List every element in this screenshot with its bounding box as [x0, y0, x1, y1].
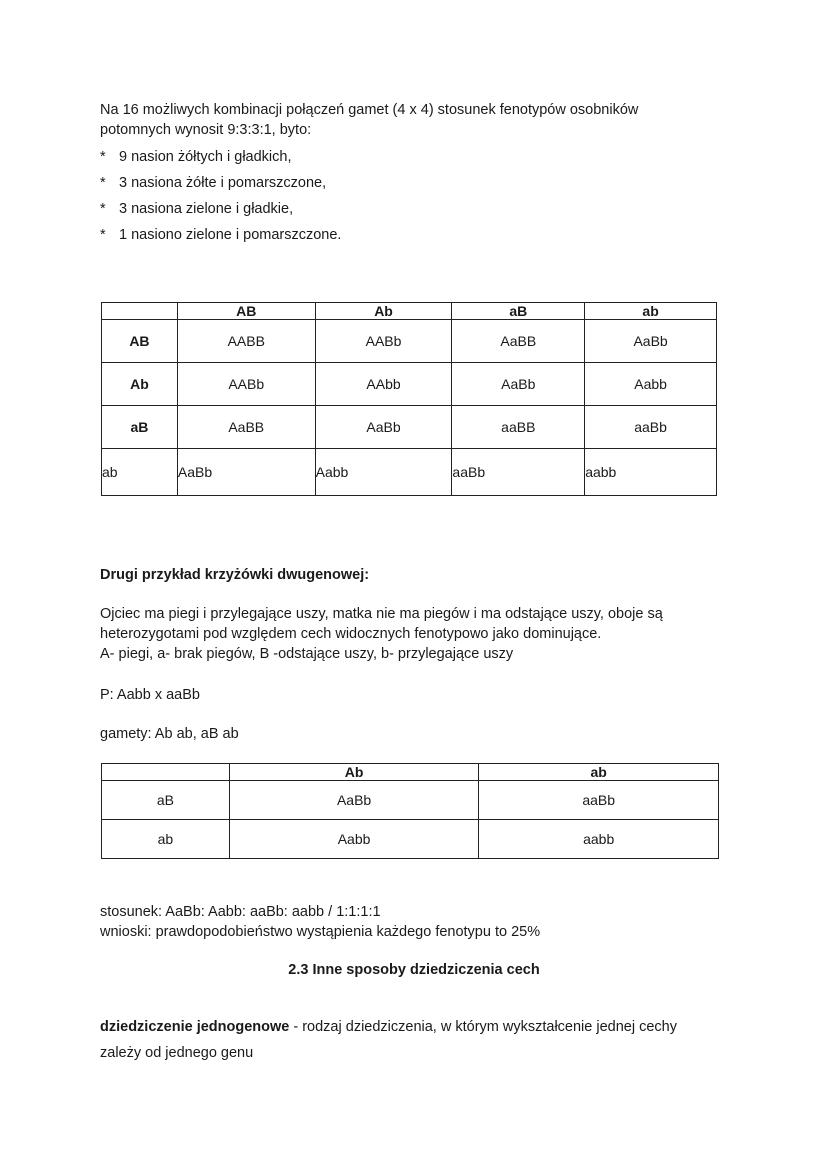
list-item-text: 3 nasiona zielone i gładkie, — [119, 201, 294, 217]
section-heading: 2.3 Inne sposoby dziedziczenia cech — [288, 962, 540, 978]
list-item-text: 1 nasiono zielone i pomarszczone. — [119, 227, 342, 243]
conclusion-line: wnioski: prawdopodobieństwo wystąpienia każdego fenotypu to 25% — [100, 924, 541, 940]
punnett-square-second — [101, 763, 719, 859]
column-header: AB — [177, 303, 315, 320]
table-cell: aaBB — [452, 406, 585, 449]
paragraph-line: A- piegi, a- brak piegów, B -odstające uszy, b- przylegające uszy — [100, 646, 514, 662]
row-header: Ab — [102, 363, 178, 406]
gametes-line: gamety: Ab ab, aB ab — [100, 726, 239, 742]
column-header: ab — [585, 303, 717, 320]
ratio-line: stosunek: AaBb: Aabb: aaBb: aabb / 1:1:1:1 — [100, 904, 381, 920]
column-header: aB — [452, 303, 585, 320]
row-header: ab — [102, 449, 178, 496]
paragraph-line: heterozygotami pod względem cech widocznych fenotypowo jako dominujące. — [100, 626, 602, 642]
table-header-row — [102, 764, 719, 781]
table-cell: AaBb — [177, 449, 315, 496]
row-header: AB — [102, 320, 178, 363]
definition-text: - rodzaj dziedziczenia, w którym wykształcenie jednej cechy — [289, 1019, 677, 1035]
definition-paragraph — [100, 1014, 740, 1066]
phenotype-list — [100, 147, 341, 251]
section-title: Drugi przykład krzyżówki dwugenowej: — [100, 567, 370, 583]
row-header: ab — [102, 820, 230, 859]
table-cell: Aabb — [585, 363, 717, 406]
table-corner-cell — [102, 303, 178, 320]
table-cell: AaBb — [585, 320, 717, 363]
table-cell: aabb — [585, 449, 717, 496]
table-corner-cell — [102, 764, 230, 781]
description-paragraph — [100, 604, 740, 664]
column-header: Ab — [229, 764, 479, 781]
row-header: aB — [102, 781, 230, 820]
table-row — [102, 781, 719, 820]
table-cell: Aabb — [229, 820, 479, 859]
table-cell: aaBb — [479, 781, 719, 820]
table-cell: aaBb — [452, 449, 585, 496]
definition-line — [100, 1014, 740, 1040]
bullet-star-icon: * — [100, 201, 106, 217]
list-item — [100, 173, 341, 199]
intro-line-2: potomnych wynosit 9:3:3:1, byto: — [100, 122, 312, 138]
intro-line-1: Na 16 możliwych kombinacji połączeń gamet (4 x 4) stosunek fenotypów osobników — [100, 102, 639, 118]
table-cell: AaBB — [177, 406, 315, 449]
table-row — [102, 820, 719, 859]
table-header-row — [102, 303, 717, 320]
column-header: ab — [479, 764, 719, 781]
table-row — [102, 406, 717, 449]
bullet-star-icon: * — [100, 227, 106, 243]
table-cell: AAbb — [315, 363, 452, 406]
column-header: Ab — [315, 303, 452, 320]
list-item-text: 9 nasion żółtych i gładkich, — [119, 149, 292, 165]
table-cell: AaBB — [452, 320, 585, 363]
parental-cross: P: Aabb x aaBb — [100, 687, 200, 703]
table-row — [102, 449, 717, 496]
paragraph-line: Ojciec ma piegi i przylegające uszy, matka nie ma piegów i ma odstające uszy, oboje są — [100, 606, 663, 622]
list-item-text: 3 nasiona żółte i pomarszczone, — [119, 175, 327, 191]
definition-term: dziedziczenie jednogenowe — [100, 1019, 290, 1035]
row-header: aB — [102, 406, 178, 449]
punnett-square-dihybrid — [101, 302, 717, 496]
table-row — [102, 320, 717, 363]
results-paragraph — [100, 902, 740, 942]
list-item — [100, 225, 341, 251]
list-item — [100, 199, 341, 225]
table-cell: AABb — [177, 363, 315, 406]
table-cell: aabb — [479, 820, 719, 859]
bullet-star-icon: * — [100, 175, 106, 191]
table-cell: AaBb — [315, 406, 452, 449]
table-cell: AaBb — [229, 781, 479, 820]
table-cell: AABb — [315, 320, 452, 363]
table-row — [102, 363, 717, 406]
table-cell: AaBb — [452, 363, 585, 406]
table-cell: AABB — [177, 320, 315, 363]
intro-paragraph — [100, 100, 720, 140]
definition-line: zależy od jednego genu — [100, 1045, 254, 1061]
list-item — [100, 147, 341, 173]
bullet-star-icon: * — [100, 149, 106, 165]
table-cell: aaBb — [585, 406, 717, 449]
table-cell: Aabb — [315, 449, 452, 496]
